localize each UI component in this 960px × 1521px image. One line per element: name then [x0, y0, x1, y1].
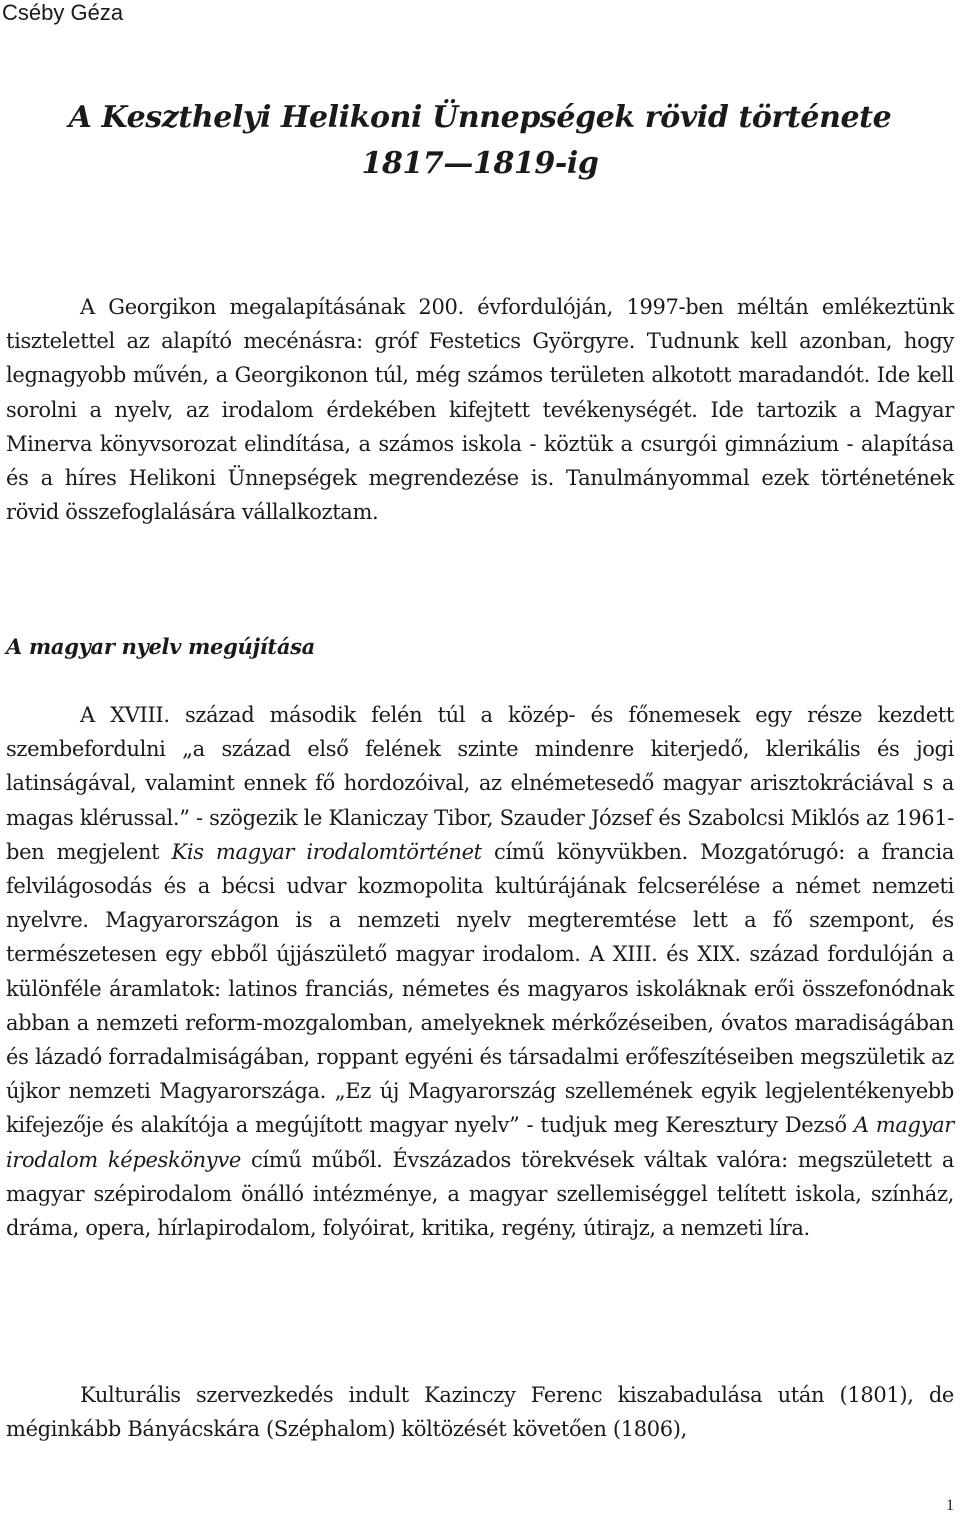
paragraph-text: című műből. Évszázados törekvések váltak valóra: megszületett a magyar szépirodalom önálló intézménye, a magyar szellemiséggel telített iskola, színház, dráma, opera, hírlapirodalom, folyóirat, kritika, regény, útirajz, a nemzeti líra.: [6, 1147, 954, 1241]
page-number: 1: [946, 1497, 954, 1514]
document-title-line-2: 1817—1819-ig: [361, 146, 599, 181]
paragraph-text: című könyvükben. Mozgatórugó: a francia felvilágosodás és a bécsi udvar kozmopolita kultúrájának felcserélése a német nemzeti nyelvre. Magyarországon is a nemzeti nyelv megteremtése lett a fő szempont, és természetesen egy ebből újjászülető magyar irodalom. A XIII. és XIX. század fordulóján a különféle áramlatok: latinos franciás, németes és magyaros iskoláknak erői összefonódnak abban a nemzeti reform-mozgalomban, amelyeknek mérkőzéseiben, óvatos maradiságában és lázadó forradalmiságában, roppant egyéni és társadalmi erőfeszítéseiben megszületik az újkor nemzeti Magyarországa. „Ez új Magyarország szellemének egyik legjelentékenyebb kifejezője és alakítója a megújított magyar nyelv” - tudjuk meg Keresztury Dezső: [6, 839, 954, 1138]
last-paragraph: Kulturális szervezkedés indult Kazinczy Ferenc kiszabadulása után (1801), de méginkább Bányácskára (Széphalom) költözését követően (1806),: [6, 1383, 954, 1442]
book-title-kis-magyar-irodalomtortenet: Kis magyar irodalomtörténet: [171, 839, 482, 864]
book-title-a-magyar-irodalom-kepeskonyve: A magyar irodalom képeskönyve: [6, 1113, 954, 1172]
author-name: Cséby Géza: [2, 0, 124, 25]
document-title-line-1: A Keszthelyi Helikoni Ünnepségek rövid története: [68, 100, 892, 135]
section-heading: A magyar nyelv megújítása: [6, 634, 315, 659]
section-paragraph: [6, 698, 954, 1245]
paragraph-text: A XVIII. század második felén túl a közép- és főnemesek egy része kezdett szembefordulni „a század első felének szinte mindenre kiterjedő, klerikális és jogi latinságával, valamint ennek fő hordozóival, az elnémetesedő magyar arisztokráciával s a magas klérussal.” - szögezik le Klaniczay Tibor, Szauder József és Szabolcsi Miklós az 1961-ben megjelent: [6, 703, 954, 864]
intro-paragraph: A Georgikon megalapításának 200. évfordulóján, 1997-ben méltán emlékeztünk tisztelettel az alapító mecénásra: gróf Festetics Györgyre. Tudnunk kell azonban, hogy legnagyobb művén, a Georgikonon túl, még számos területen alkotott maradandót. Ide kell sorolni a nyelv, az irodalom érdekében kifejtett tevékenységét. Ide tartozik a Magyar Minerva könyvsorozat elindítása, a számos iskola - köztük a csurgói gimnázium - alapítása és a híres Helikoni Ünnepségek megrendezése is. Tanulmányommal ezek történetének rövid összefoglalására vállalkoztam.: [6, 295, 954, 525]
